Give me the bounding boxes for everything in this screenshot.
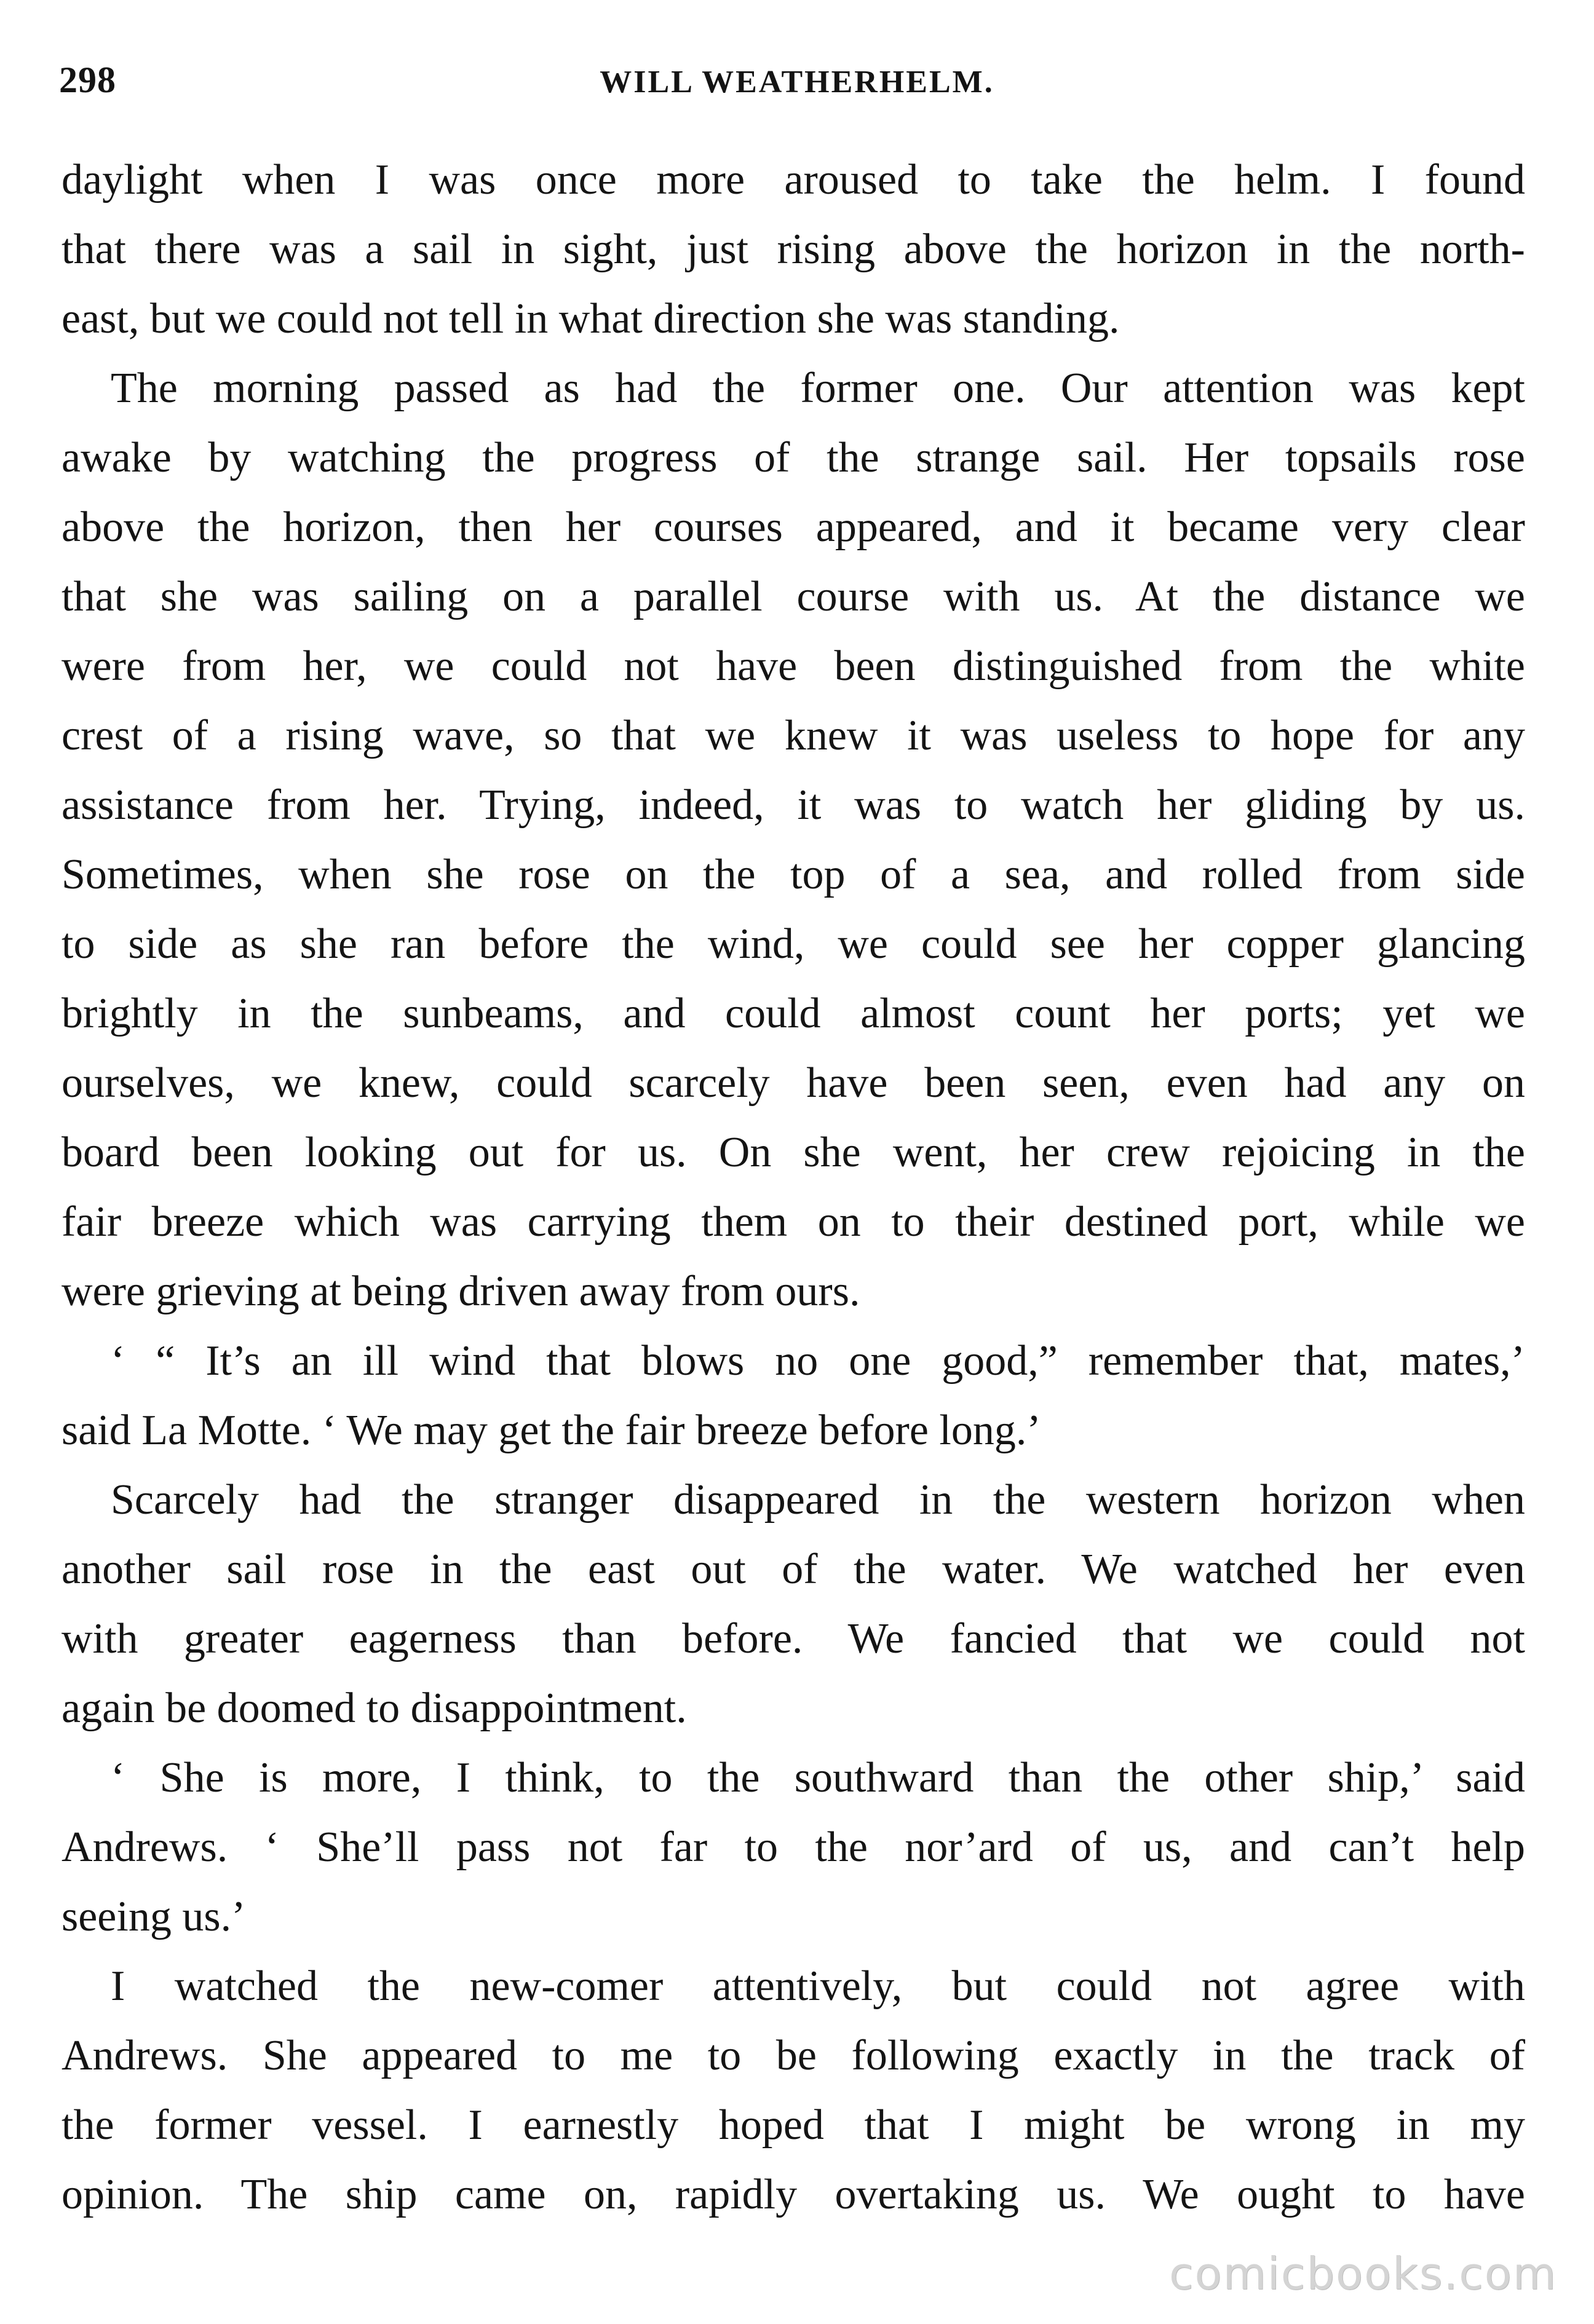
text-line: were from her, we could not have been distinguished from the white (61, 642, 1525, 690)
text-line: crest of a rising wave, so that we knew it was useless to hope for any (61, 712, 1525, 759)
text-line: were grieving at being driven away from ours. (61, 1268, 860, 1315)
text-line: ‘ She is more, I think, to the southward than the other ship,’ said (111, 1754, 1525, 1801)
page-number: 298 (59, 60, 116, 100)
running-head (59, 59, 1535, 102)
text-line: Andrews. She appeared to me to be following exactly in the track of (61, 2032, 1525, 2079)
text-line: assistance from her. Trying, indeed, it was to watch her gliding by us. (61, 781, 1525, 829)
text-line: that she was sailing on a parallel course with us. At the distance we (61, 573, 1525, 620)
text-line: seeing us.’ (61, 1893, 246, 1940)
text-line: with greater eagerness than before. We fancied that we could not (61, 1615, 1525, 1662)
text-line: Sometimes, when she rose on the top of a sea, and rolled from side (61, 851, 1525, 898)
text-line: daylight when I was once more aroused to take the helm. I found (61, 156, 1525, 204)
paragraph-6 (61, 1951, 1525, 2229)
text-line: above the horizon, then her courses appeared, and it became very clear (61, 504, 1525, 551)
text-line: The morning passed as had the former one. Our attention was kept (111, 365, 1525, 412)
text-line: the former vessel. I earnestly hoped that I might be wrong in my (61, 2101, 1525, 2149)
text-line: another sail rose in the east out of the water. We watched her even (61, 1546, 1525, 1593)
paragraph-5 (61, 1743, 1525, 1951)
text-line: ‘ “ It’s an ill wind that blows no one good,” remember that, mates,’ (111, 1337, 1525, 1385)
text-line: again be doomed to disappointment. (61, 1685, 687, 1732)
paragraph-1 (61, 145, 1525, 354)
text-line: Andrews. ‘ She’ll pass not far to the nor’ard of us, and can’t help (61, 1824, 1525, 1871)
running-title: WILL WEATHERHELM. (600, 65, 994, 100)
text-line: fair breeze which was carrying them on to their destined port, while we (61, 1198, 1525, 1246)
text-line: awake by watching the progress of the strange sail. Her topsails rose (61, 434, 1525, 481)
body-text (61, 145, 1525, 2229)
paragraph-2 (61, 354, 1525, 1326)
text-line: Scarcely had the stranger disappeared in the western horizon when (111, 1476, 1525, 1524)
text-line: ourselves, we knew, could scarcely have been seen, even had any on (61, 1059, 1525, 1107)
text-line: east, but we could not tell in what direction she was standing. (61, 295, 1120, 342)
paragraph-4 (61, 1465, 1525, 1743)
text-line: I watched the new-comer attentively, but could not agree with (111, 1962, 1525, 2010)
text-line: opinion. The ship came on, rapidly overtaking us. We ought to have (61, 2171, 1525, 2218)
text-line: that there was a sail in sight, just rising above the horizon in the north- (61, 226, 1525, 273)
paragraph-3 (61, 1326, 1525, 1465)
text-line: to side as she ran before the wind, we could see her copper glancing (61, 920, 1525, 968)
watermark-logo: comicbooks.com (1168, 2248, 1557, 2299)
text-line: board been looking out for us. On she went, her crew rejoicing in the (61, 1129, 1525, 1176)
text-line: brightly in the sunbeams, and could almost count her ports; yet we (61, 990, 1525, 1037)
text-line: said La Motte. ‘ We may get the fair breeze before long.’ (61, 1407, 1041, 1454)
